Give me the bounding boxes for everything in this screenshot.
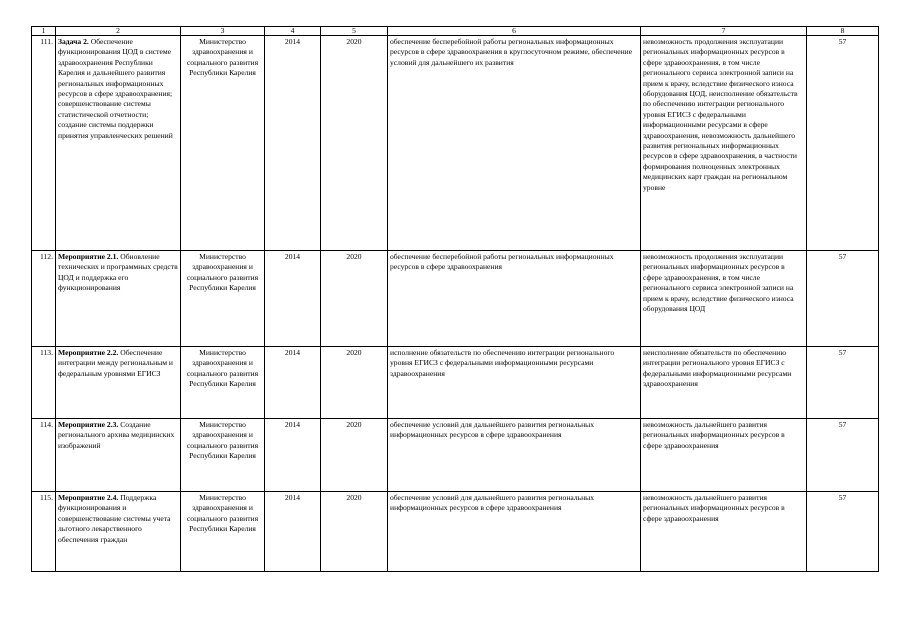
measure-title bbox=[56, 492, 181, 572]
indicator-cell: 57 bbox=[807, 347, 879, 419]
row-number: 111. bbox=[32, 36, 56, 251]
start-year-cell: 2014 bbox=[265, 347, 321, 419]
row-number: 115. bbox=[32, 492, 56, 572]
executor-cell: Министерство здравоохранения и социального развития Республики Карелия bbox=[181, 251, 265, 347]
executor-cell: Министерство здравоохранения и социального развития Республики Карелия bbox=[181, 36, 265, 251]
measure-title-text: Обеспечение функционирования ЦОД в системе здравоохранения Республики Карелия и дальнейшего развития региональных информационных ресурсов в сфере здравоохранения; совершенствование системы статистической отчетности; создание системы поддержки принятия управленческих решений bbox=[58, 37, 173, 140]
indicator-cell: 57 bbox=[807, 251, 879, 347]
table-row bbox=[32, 419, 879, 492]
expected-result-cell: обеспечение бесперебойной работы региональных информационных ресурсов в сфере здравоохранения bbox=[388, 251, 641, 347]
executor-cell: Министерство здравоохранения и социального развития Республики Карелия bbox=[181, 347, 265, 419]
measure-title-text: Обеспечение интеграции между региональным и федеральным уровнями ЕГИСЗ bbox=[58, 348, 174, 378]
measure-title-text: Создание регионального архива медицинских изображений bbox=[58, 420, 175, 450]
row-number: 113. bbox=[32, 347, 56, 419]
table-row bbox=[32, 36, 879, 251]
end-year-cell: 2020 bbox=[321, 36, 388, 251]
measure-title-text: Обновление технических и программных средств ЦОД и поддержка его функционирования bbox=[58, 252, 178, 293]
measure-title bbox=[56, 36, 181, 251]
column-number-header-row bbox=[32, 27, 879, 36]
start-year-cell: 2014 bbox=[265, 419, 321, 492]
end-year-cell: 2020 bbox=[321, 419, 388, 492]
expected-result-cell: обеспечение бесперебойной работы региональных информационных ресурсов в сфере здравоохранения в круглосуточном режиме, обеспечение условий для дальнейшего их развития bbox=[388, 36, 641, 251]
consequences-cell: невозможность продолжения эксплуатации региональных информационных ресурсов в сфере здравоохранения, в том числе регионального сервиса электронной записи на прием к врачу, вследствие физического износа оборудования ЦОД bbox=[641, 251, 807, 347]
measure-title-label: Мероприятие 2.3. bbox=[58, 420, 119, 429]
measure-title bbox=[56, 251, 181, 347]
measure-title bbox=[56, 347, 181, 419]
column-number-4: 4 bbox=[265, 27, 321, 36]
column-number-3: 3 bbox=[181, 27, 265, 36]
consequences-cell: невозможность дальнейшего развития региональных информационных ресурсов в сфере здравоохранения bbox=[641, 419, 807, 492]
consequences-cell: невозможность дальнейшего развития региональных информационных ресурсов в сфере здравоохранения bbox=[641, 492, 807, 572]
row-number: 112. bbox=[32, 251, 56, 347]
expected-result-cell: исполнение обязательств по обеспечению интеграции регионального уровня ЕГИСЗ с федеральными информационными ресурсами здравоохранения bbox=[388, 347, 641, 419]
table-row bbox=[32, 492, 879, 572]
column-number-6: 6 bbox=[388, 27, 641, 36]
column-number-8: 8 bbox=[807, 27, 879, 36]
table-row bbox=[32, 251, 879, 347]
row-number: 114. bbox=[32, 419, 56, 492]
measures-table bbox=[31, 26, 879, 572]
end-year-cell: 2020 bbox=[321, 251, 388, 347]
consequences-cell: неисполнение обязательств по обеспечению интеграции регионального уровня ЕГИСЗ с федеральными информационными ресурсами здравоохранения bbox=[641, 347, 807, 419]
indicator-cell: 57 bbox=[807, 36, 879, 251]
indicator-cell: 57 bbox=[807, 419, 879, 492]
start-year-cell: 2014 bbox=[265, 36, 321, 251]
consequences-cell: невозможность продолжения эксплуатации региональных информационных ресурсов в сфере здравоохранения, в том числе регионального сервиса электронной записи на прием к врачу, вследствие физического износа оборудования ЦОД, неисполнение обязательств по обеспечению интеграции регионального уровня ЕГИСЗ с федеральными информационными ресурсами в сфере здравоохранения, невозможность дальнейшего развития региональных информационных ресурсов в сфере здравоохранения, в частности формирования полноценных электронных медицинских карт граждан на региональном уровне bbox=[641, 36, 807, 251]
measure-title-label: Мероприятие 2.2. bbox=[58, 348, 119, 357]
end-year-cell: 2020 bbox=[321, 347, 388, 419]
end-year-cell: 2020 bbox=[321, 492, 388, 572]
indicator-cell: 57 bbox=[807, 492, 879, 572]
measure-title-text: Поддержка функционирования и совершенствование системы учета льготного лекарственного обеспечения граждан bbox=[58, 493, 171, 544]
measure-title bbox=[56, 419, 181, 492]
measure-title-label: Мероприятие 2.4. bbox=[58, 493, 119, 502]
column-number-7: 7 bbox=[641, 27, 807, 36]
column-number-2: 2 bbox=[56, 27, 181, 36]
column-number-5: 5 bbox=[321, 27, 388, 36]
expected-result-cell: обеспечение условий для дальнейшего развития региональных информационных ресурсов в сфере здравоохранения bbox=[388, 419, 641, 492]
expected-result-cell: обеспечение условий для дальнейшего развития региональных информационных ресурсов в сфере здравоохранения bbox=[388, 492, 641, 572]
executor-cell: Министерство здравоохранения и социального развития Республики Карелия bbox=[181, 419, 265, 492]
start-year-cell: 2014 bbox=[265, 251, 321, 347]
measure-title-label: Мероприятие 2.1. bbox=[58, 252, 119, 261]
start-year-cell: 2014 bbox=[265, 492, 321, 572]
executor-cell: Министерство здравоохранения и социального развития Республики Карелия bbox=[181, 492, 265, 572]
measure-title-label: Задача 2. bbox=[58, 37, 89, 46]
column-number-1: 1 bbox=[32, 27, 56, 36]
table-row bbox=[32, 347, 879, 419]
